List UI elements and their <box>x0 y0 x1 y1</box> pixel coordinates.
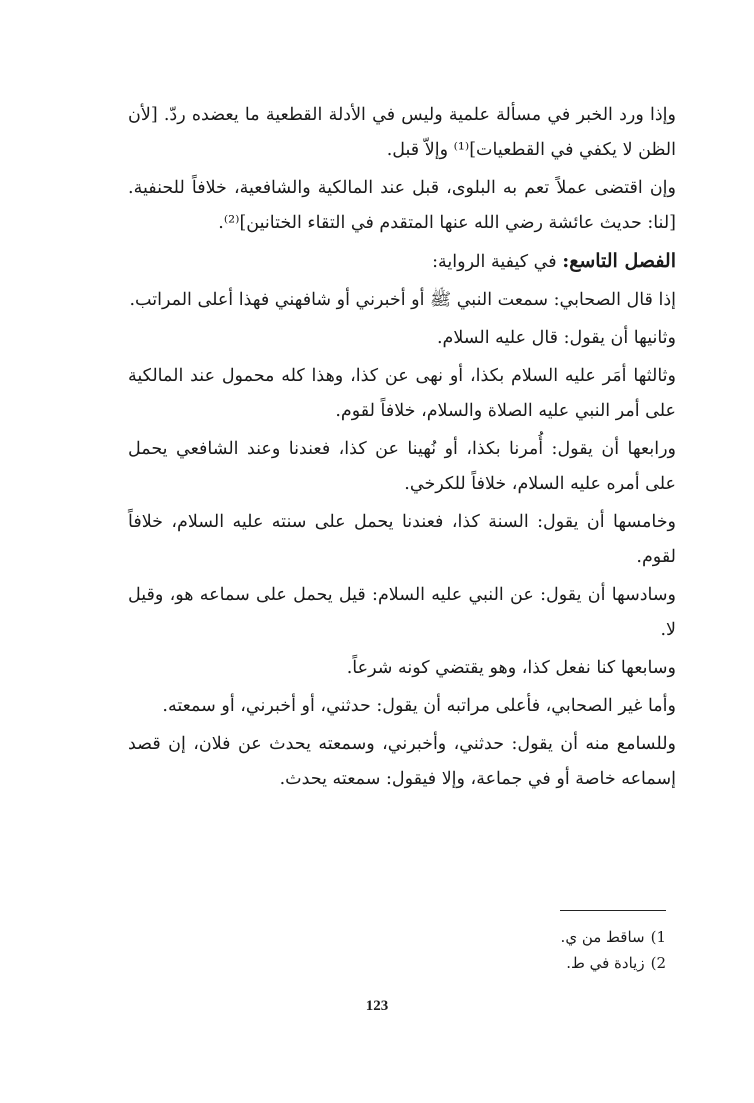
paragraph-5: وثالثها أمَر عليه السلام بكذا، أو نهى عن كذا، وهذا كله محمول عند المالكية على أمر النبي عليه الصلاة والسلام، خلافاً لقوم. <box>128 366 676 421</box>
footnote-text: زيادة في ط. <box>566 954 645 972</box>
chapter-heading-subtitle: في كيفية الرواية: <box>432 252 563 272</box>
footnotes <box>400 924 666 976</box>
footnote-separator <box>560 910 666 911</box>
footnote-1 <box>400 924 666 950</box>
main-text <box>128 98 676 800</box>
paragraph-9: وسابعها كنا نفعل كذا، وهو يقتضي كونه شرعاً. <box>346 658 676 678</box>
footnote-number: 1) <box>650 928 666 946</box>
footnote-2 <box>400 950 666 976</box>
paragraph-1: وإذا ورد الخبر في مسألة علمية وليس في الأدلة القطعية ما يعضده ردّ. [لأن الظن لا يكفي في القطعيات]⁽¹⁾ وإلاّ قبل. <box>128 105 676 160</box>
paragraph-10: وأما غير الصحابي، فأعلى مراتبه أن يقول: حدثني، أو أخبرني، أو سمعته. <box>162 696 676 716</box>
paragraph-2: وإن اقتضى عملاً تعم به البلوى، قبل عند المالكية والشافعية، خلافاً للحنفية. [لنا: حديث عائشة رضي الله عنها المتقدم في التقاء الختانين]⁽²⁾. <box>128 178 676 233</box>
paragraph-6: ورابعها أن يقول: أُمرنا بكذا، أو نُهينا عن كذا، فعندنا وعند الشافعي يحمل على أمره عليه السلام، خلافاً للكرخي. <box>128 439 676 494</box>
paragraph-7: وخامسها أن يقول: السنة كذا، فعندنا يحمل على سنته عليه السلام، خلافاً لقوم. <box>128 512 676 567</box>
paragraph-3: إذا قال الصحابي: سمعت النبي ﷺ أو أخبرني أو شافهني فهذا أعلى المراتب. <box>129 290 676 310</box>
footnote-text: ساقط من ي. <box>560 928 645 946</box>
paragraph-8: وسادسها أن يقول: عن النبي عليه السلام: قيل يحمل على سماعه هو، وقيل لا. <box>128 585 676 640</box>
chapter-heading-title: الفصل التاسع: <box>562 250 676 272</box>
paragraph-11: وللسامع منه أن يقول: حدثني، وأخبرني، وسمعته يحدث عن فلان، إن قصد إسماعه خاصة أو في جماعة، وإلا فيقول: سمعته يحدث. <box>128 734 676 789</box>
paragraph-4: وثانيها أن يقول: قال عليه السلام. <box>436 328 676 348</box>
footnote-number: 2) <box>650 954 666 972</box>
chapter-heading <box>128 244 676 280</box>
page-number: 123 <box>365 998 389 1014</box>
